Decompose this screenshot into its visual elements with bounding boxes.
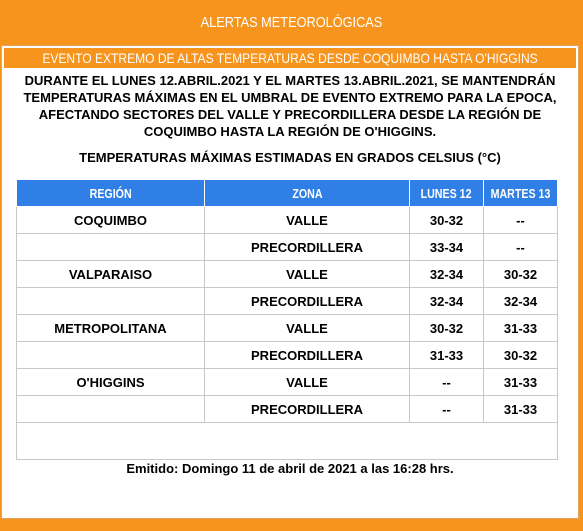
description-line: COQUIMBO HASTA LA REGIÓN DE O'HIGGINS. bbox=[143, 124, 437, 139]
cell-monday: 32-34 bbox=[410, 261, 484, 288]
table-row bbox=[17, 369, 558, 396]
page-title: ALERTAS METEOROLÓGICAS bbox=[200, 13, 383, 31]
temps-caption: TEMPERATURAS MÁXIMAS ESTIMADAS EN GRADOS CELSIUS (°C) bbox=[79, 150, 501, 165]
cell-region bbox=[17, 342, 205, 369]
empty-cell bbox=[17, 423, 558, 460]
cell-zone: PRECORDILLERA bbox=[205, 396, 410, 423]
cell-tuesday: 31-33 bbox=[484, 369, 558, 396]
cell-region: VALPARAISO bbox=[17, 261, 205, 288]
cell-region: O'HIGGINS bbox=[17, 369, 205, 396]
temperature-table bbox=[16, 179, 558, 460]
header-region: REGIÓN bbox=[17, 180, 205, 207]
cell-tuesday: 31-33 bbox=[484, 315, 558, 342]
cell-monday: 31-33 bbox=[410, 342, 484, 369]
cell-region bbox=[17, 288, 205, 315]
cell-monday: 30-32 bbox=[410, 207, 484, 234]
description-line: DURANTE EL LUNES 12.ABRIL.2021 Y EL MARTES 13.ABRIL.2021, SE MANTENDRÁN bbox=[24, 73, 556, 88]
cell-monday: 32-34 bbox=[410, 288, 484, 315]
cell-zone: VALLE bbox=[205, 315, 410, 342]
header-zone: ZONA bbox=[205, 180, 410, 207]
alert-description bbox=[2, 72, 578, 140]
description-line: AFECTANDO SECTORES DEL VALLE Y PRECORDILLERA DESDE LA REGIÓN DE bbox=[38, 107, 542, 122]
cell-zone: PRECORDILLERA bbox=[205, 288, 410, 315]
table-row bbox=[17, 315, 558, 342]
cell-monday: 33-34 bbox=[410, 234, 484, 261]
alert-panel bbox=[1, 45, 579, 519]
header-tuesday: MARTES 13 bbox=[484, 180, 558, 207]
cell-tuesday: 30-32 bbox=[484, 261, 558, 288]
cell-zone: PRECORDILLERA bbox=[205, 342, 410, 369]
cell-region: COQUIMBO bbox=[17, 207, 205, 234]
cell-zone: PRECORDILLERA bbox=[205, 234, 410, 261]
cell-zone: VALLE bbox=[205, 369, 410, 396]
description-line: TEMPERATURAS MÁXIMAS EN EL UMBRAL DE EVENTO EXTREMO PARA LA EPOCA, bbox=[23, 90, 557, 105]
alert-subtitle bbox=[4, 48, 576, 68]
table-row bbox=[17, 207, 558, 234]
cell-tuesday: 31-33 bbox=[484, 396, 558, 423]
header-monday: LUNES 12 bbox=[410, 180, 484, 207]
cell-region: METROPOLITANA bbox=[17, 315, 205, 342]
cell-monday: 30-32 bbox=[410, 315, 484, 342]
cell-tuesday: 32-34 bbox=[484, 288, 558, 315]
cell-zone: VALLE bbox=[205, 261, 410, 288]
emitted-timestamp: Emitido: Domingo 11 de abril de 2021 a las 16:28 hrs. bbox=[126, 461, 454, 476]
cell-region bbox=[17, 234, 205, 261]
table-row bbox=[17, 288, 558, 315]
cell-monday: -- bbox=[410, 396, 484, 423]
table-header-row bbox=[17, 180, 558, 207]
cell-tuesday: -- bbox=[484, 207, 558, 234]
cell-monday: -- bbox=[410, 369, 484, 396]
cell-region bbox=[17, 396, 205, 423]
table-empty-row bbox=[17, 423, 558, 460]
table-row bbox=[17, 234, 558, 261]
cell-tuesday: -- bbox=[484, 234, 558, 261]
cell-zone: VALLE bbox=[205, 207, 410, 234]
table-row bbox=[17, 342, 558, 369]
table-row bbox=[17, 261, 558, 288]
cell-tuesday: 30-32 bbox=[484, 342, 558, 369]
alert-subtitle-text: EVENTO EXTREMO DE ALTAS TEMPERATURAS DESDE COQUIMBO HASTA O'HIGGINS bbox=[42, 50, 538, 66]
table-row bbox=[17, 396, 558, 423]
